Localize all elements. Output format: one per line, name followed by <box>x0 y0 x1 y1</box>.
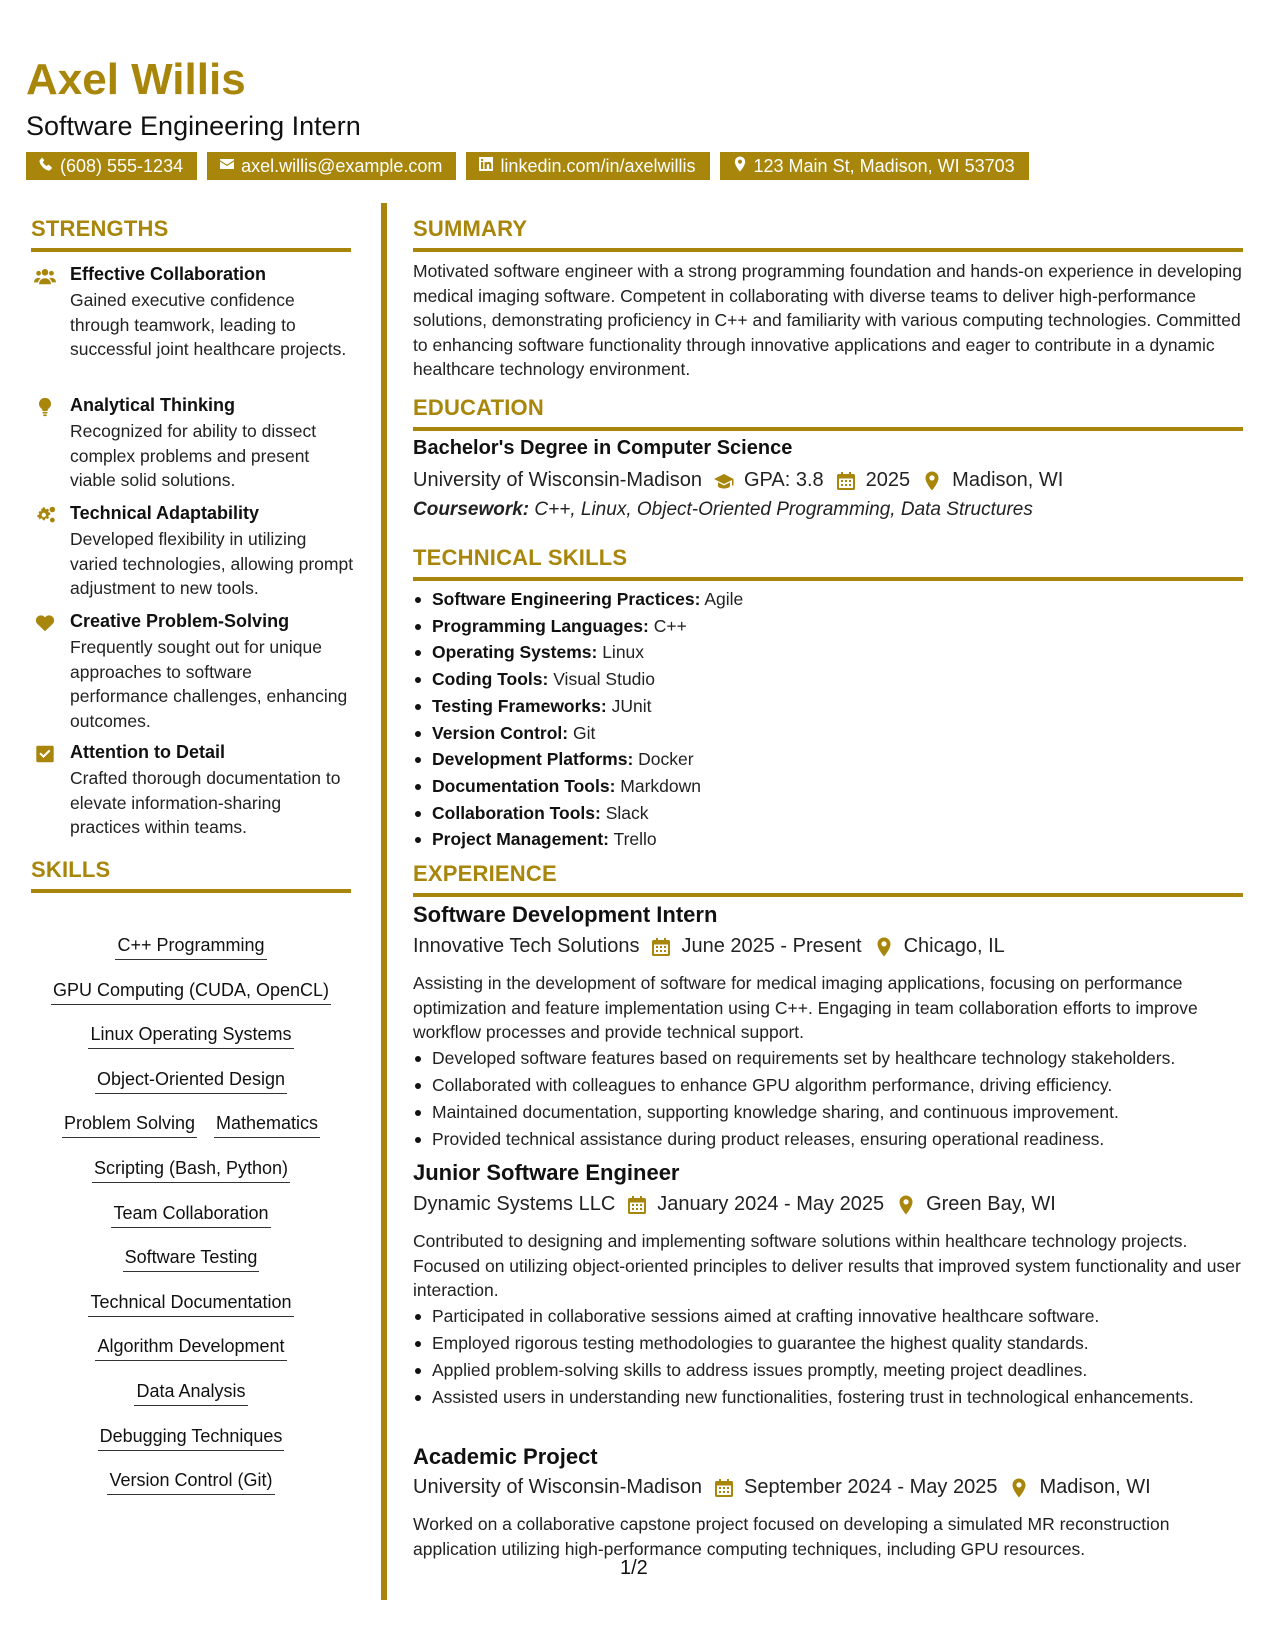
job-title: Academic Project <box>413 1444 598 1469</box>
tech-skill-label: Documentation Tools: <box>432 775 616 796</box>
job-title: Junior Software Engineer <box>413 1160 680 1185</box>
company-name: University of Wisconsin-Madison <box>413 1476 702 1498</box>
strengths-heading: STRENGTHS <box>31 216 169 241</box>
skills-list <box>31 933 351 1513</box>
strength-description: Gained executive confidence through teamwork, leading to successful joint healthcare projects. <box>70 290 347 359</box>
tech-skill-value: Linux <box>602 642 645 663</box>
gpa-value: GPA: 3.8 <box>743 469 824 491</box>
skill-tag: Scripting (Bash, Python) <box>92 1156 290 1183</box>
contact-phone[interactable] <box>26 152 197 180</box>
contact-address <box>720 152 1029 180</box>
skill-tag: Object-Oriented Design <box>95 1067 287 1094</box>
candidate-name: Axel Willis <box>26 55 246 104</box>
strength-description: Recognized for ability to dissect complex problems and present viable solid solutions. <box>70 421 317 490</box>
experience-rule <box>413 893 1243 897</box>
skill-tag: Version Control (Git) <box>107 1468 274 1495</box>
contact-bar <box>26 152 1029 180</box>
skill-tag: GPU Computing (CUDA, OpenCL) <box>51 978 331 1005</box>
technical-skills-list <box>413 586 1243 853</box>
job-location: Madison, WI <box>1039 1476 1151 1498</box>
list-item: Applied problem-solving skills to address issues promptly, meeting project deadlines. <box>413 1358 1243 1383</box>
page-number: 1/2 <box>620 1557 648 1579</box>
experience-heading: EXPERIENCE <box>413 861 557 886</box>
education-meta <box>413 469 1243 492</box>
list-item <box>413 773 1243 800</box>
coursework <box>413 499 1243 521</box>
column-divider <box>381 203 387 1600</box>
strength-title: Technical Adaptability <box>70 503 260 523</box>
location-pin-icon <box>1009 1478 1029 1498</box>
list-item: Maintained documentation, supporting knowledge sharing, and continuous improvement. <box>413 1100 1243 1125</box>
tech-skill-label: Operating Systems: <box>432 642 598 663</box>
contact-phone-text: (608) 555-1234 <box>60 156 184 176</box>
technical-skills-heading: TECHNICAL SKILLS <box>413 545 628 570</box>
strength-title: Creative Problem-Solving <box>70 611 290 631</box>
tech-skill-label: Software Engineering Practices: <box>432 589 701 609</box>
gears-icon <box>33 505 57 525</box>
skill-tag: Debugging Techniques <box>98 1424 285 1451</box>
tech-skill-value: Slack <box>605 802 649 823</box>
job-meta <box>413 935 1243 958</box>
list-item: Developed software features based on requirements set by healthcare technology stakeholders. <box>413 1046 1243 1071</box>
job-description: Worked on a collaborative capstone project focused on developing a simulated MR reconstruction application utilizing high-performance computing techniques, including GPU resources. <box>413 1514 1170 1559</box>
phone-icon <box>38 152 54 180</box>
tech-skill-value: Agile <box>704 589 744 609</box>
job-dates: January 2024 - May 2025 <box>657 1193 885 1215</box>
skill-tag: C++ Programming <box>115 933 266 960</box>
calendar-icon <box>836 471 856 491</box>
strength-title: Analytical Thinking <box>70 395 236 415</box>
school-location: Madison, WI <box>952 469 1064 491</box>
company-name: Dynamic Systems LLC <box>413 1193 616 1215</box>
strength-title: Attention to Detail <box>70 742 225 762</box>
graduation-year: 2025 <box>865 469 911 491</box>
job-description: Contributed to designing and implementing software solutions within healthcare technology projects. Focused on utilizing object-oriented principles to deliver results that improved system functionality and user interaction. <box>413 1231 1241 1300</box>
list-item <box>413 586 1243 613</box>
list-item <box>413 800 1243 827</box>
job-bullets <box>413 1046 1243 1154</box>
location-pin-icon <box>896 1195 916 1215</box>
job-location: Green Bay, WI <box>926 1193 1056 1215</box>
users-icon <box>33 266 57 286</box>
skill-tag: Software Testing <box>123 1245 260 1272</box>
tech-skill-label: Programming Languages: <box>432 615 649 636</box>
skill-tag: Mathematics <box>214 1111 320 1138</box>
summary-heading: SUMMARY <box>413 216 528 241</box>
candidate-title: Software Engineering Intern <box>26 111 361 141</box>
calendar-icon <box>714 1478 734 1498</box>
list-item: Assisted users in understanding new functionalities, fostering trust in technological enhancements. <box>413 1385 1243 1410</box>
skill-tag: Technical Documentation <box>88 1290 293 1317</box>
job-meta <box>413 1193 1243 1216</box>
list-item: Participated in collaborative sessions aimed at crafting innovative healthcare software. <box>413 1304 1243 1329</box>
list-item: Collaborated with colleagues to enhance GPU algorithm performance, driving efficiency. <box>413 1073 1243 1098</box>
skills-heading: SKILLS <box>31 857 111 882</box>
strength-description: Crafted thorough documentation to elevate information-sharing practices within teams. <box>70 768 341 837</box>
list-item <box>413 639 1243 666</box>
list-item <box>413 666 1243 693</box>
skills-rule <box>31 889 351 893</box>
strengths-rule <box>31 248 351 252</box>
tech-skill-label: Version Control: <box>432 722 569 743</box>
job-meta <box>413 1476 1243 1499</box>
calendar-icon <box>627 1195 647 1215</box>
envelope-icon <box>219 152 235 180</box>
job-title: Software Development Intern <box>413 902 718 927</box>
job-bullets <box>413 1304 1243 1412</box>
list-item <box>413 746 1243 773</box>
tech-skill-value: JUnit <box>611 695 652 716</box>
location-pin-icon <box>922 471 942 491</box>
summary-rule <box>413 248 1243 252</box>
tech-skill-label: Project Management: <box>432 829 609 850</box>
tech-skill-label: Testing Frameworks: <box>432 695 607 716</box>
summary-text: Motivated software engineer with a strong programming foundation and hands-on experience in developing medical imaging software. Competent in collaborating with diverse teams to deliver high-performance solutions, demonstrating proficiency in C++ and familiarity with various computing technologies. Committed to enhancing software functionality through innovative applications and eager to contribute in a dynamic healthcare technology environment. <box>413 261 1242 379</box>
location-pin-icon <box>874 937 894 957</box>
tech-skill-value: Git <box>573 722 596 743</box>
skill-tag: Linux Operating Systems <box>88 1022 293 1049</box>
tech-skill-value: C++ <box>653 615 687 636</box>
tech-skill-value: Markdown <box>620 775 702 796</box>
skill-tag: Team Collaboration <box>111 1201 270 1228</box>
job-location: Chicago, IL <box>903 935 1005 957</box>
tech-skill-value: Trello <box>613 829 657 850</box>
technical-skills-rule <box>413 577 1243 581</box>
tech-skill-value: Docker <box>638 749 694 770</box>
education-rule <box>413 427 1243 431</box>
contact-email-text: axel.willis@example.com <box>241 156 443 176</box>
list-item: Employed rigorous testing methodologies to guarantee the highest quality standards. <box>413 1331 1243 1356</box>
strength-description: Frequently sought out for unique approaches to software performance challenges, enhancing outcomes. <box>70 637 348 731</box>
location-pin-icon <box>732 152 748 180</box>
job-description: Assisting in the development of software for medical imaging applications, focusing on performance optimization and feature implementation using C++. Engaging in team collaboration efforts to improve workflow processes and provide technical support. <box>413 973 1198 1042</box>
list-item <box>413 720 1243 747</box>
graduation-cap-icon <box>714 471 734 491</box>
tech-skill-label: Development Platforms: <box>432 749 634 770</box>
contact-address-text: 123 Main St, Madison, WI 53703 <box>753 156 1015 176</box>
school-name: University of Wisconsin-Madison <box>413 469 702 491</box>
list-item <box>413 693 1243 720</box>
skill-tag: Data Analysis <box>134 1379 247 1406</box>
strength-title: Effective Collaboration <box>70 264 267 284</box>
tech-skill-label: Coding Tools: <box>432 669 549 690</box>
contact-linkedin-text: linkedin.com/in/axelwillis <box>500 156 696 176</box>
list-item <box>413 613 1243 640</box>
coursework-list: C++, Linux, Object-Oriented Programming, Data Structures <box>534 499 1033 520</box>
education-heading: EDUCATION <box>413 395 544 420</box>
company-name: Innovative Tech Solutions <box>413 935 640 957</box>
tech-skill-value: Visual Studio <box>553 669 656 690</box>
contact-email[interactable] <box>207 152 456 180</box>
tech-skill-label: Collaboration Tools: <box>432 802 601 823</box>
degree-title: Bachelor's Degree in Computer Science <box>413 437 793 459</box>
skill-tag: Problem Solving <box>62 1111 197 1138</box>
lightbulb-icon <box>33 397 57 417</box>
linkedin-icon <box>478 152 494 180</box>
strength-description: Developed flexibility in utilizing varied technologies, allowing prompt adjustment to new tools. <box>70 529 354 598</box>
heart-icon <box>33 613 57 633</box>
job-dates: September 2024 - May 2025 <box>743 1476 998 1498</box>
checkbox-icon <box>33 744 57 764</box>
list-item: Provided technical assistance during product releases, ensuring operational readiness. <box>413 1127 1243 1152</box>
list-item <box>413 826 1243 853</box>
skill-tag: Algorithm Development <box>95 1334 286 1361</box>
contact-linkedin[interactable] <box>466 152 709 180</box>
calendar-icon <box>651 937 671 957</box>
coursework-label: Coursework: <box>413 499 530 520</box>
job-dates: June 2025 - Present <box>681 935 862 957</box>
